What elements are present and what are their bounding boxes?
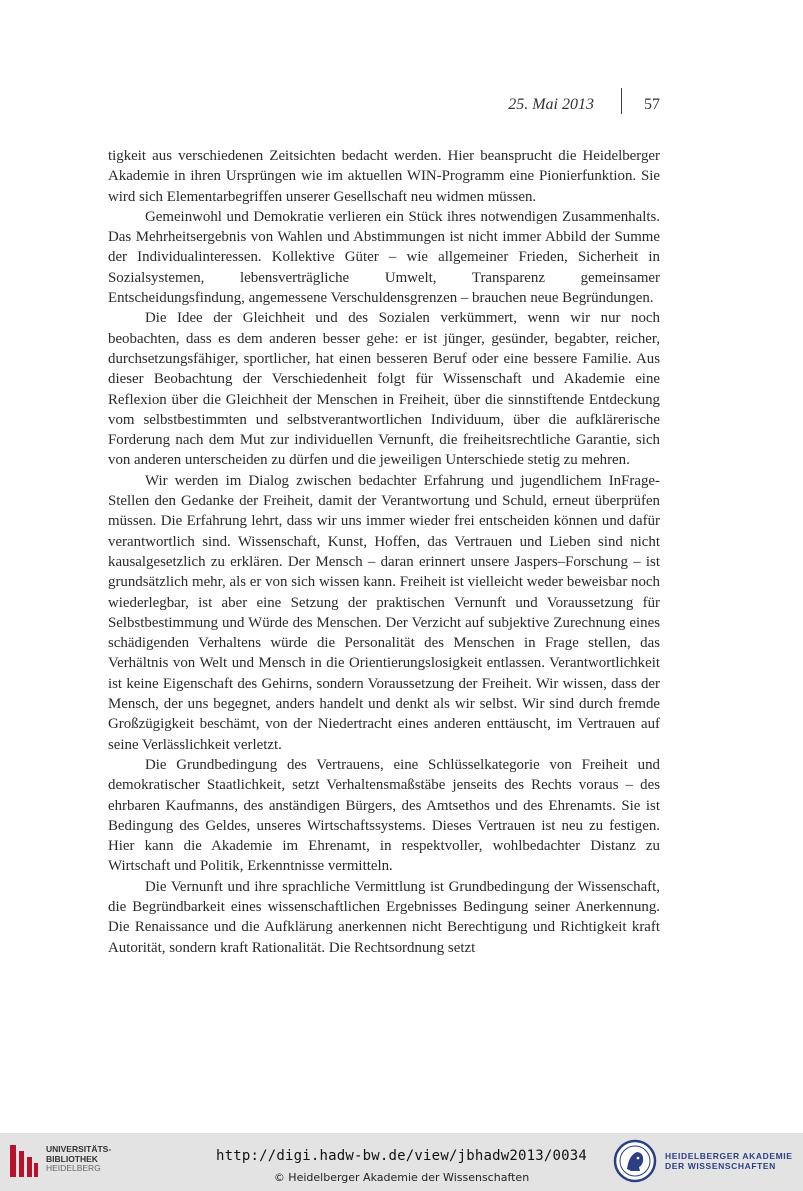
- ub-logo-line: UNIVERSITÄTS-: [46, 1144, 112, 1154]
- document-url-link[interactable]: http://digi.hadw-bw.de/view/jbhadw2013/0034: [215, 1148, 588, 1164]
- header-date: 25. Mai 2013: [508, 96, 594, 113]
- ub-logo-line: BIBLIOTHEK: [46, 1153, 98, 1164]
- academy-logo[interactable]: [613, 1137, 803, 1187]
- paragraph: tigkeit aus verschiedenen Zeitsichten bedacht werden. Hier beansprucht die Heidelberger Akademie in ihren Ursprüngen wie im aktuellen WIN-Programm eine Pionierfunktion. Sie wird sich Elementarbegriffen unserer Gesellschaft neu widmen müssen.: [108, 148, 660, 205]
- footer-bar: [0, 1133, 803, 1191]
- paragraph: Die Idee der Gleichheit und des Sozialen verkümmert, wenn wir nur noch beobachten, dass es dem anderen besser gehe: er ist jünger, gesünder, begabter, reicher, durchsetzungsfähiger, sportlicher, hat einen besseren Beruf oder eine bessere Familie. Aus dieser Beobachtung der Verschiedenheit folgt für Wissenschaft und Akademie eine Reflexion über die Gleichheit der Menschen in Freiheit, über die sinnstiftende Entdeckung vom selbstbestimmten und selbstverantwortlichen Individuum, über die aufklärerische Forderung nach dem Mut zur individuellen Vernunft, die freiheitsrechtliche Garantie, sich von anderen unterscheiden zu dürfen und die jeweiligen Unterschiede stetig zu mehren.: [108, 310, 660, 469]
- paragraph: Die Grundbedingung des Vertrauens, eine Schlüsselkategorie von Freiheit und demokratischer Staatlichkeit, setzt Verhaltensmaßstäbe jenseits des Rechts voraus – des ehrbaren Kaufmanns, des anständigen Bürgers, des Amtsethos und des Ehrenamts. Sie ist Bedingung des Geldes, unseres Wirtschaftssystems. Dieses Vertrauen ist neu zu festigen. Hier kann die Akademie im Ehrenamt, in respektvoller, wohlbedachter Distanz zu Wirtschaft und Politik, Erkenntnisse vermitteln.: [108, 756, 660, 875]
- paragraph: Gemeinwohl und Demokratie verlieren ein Stück ihres notwendigen Zusammenhalts. Das Mehrheitsergebnis von Wahlen und Abstimmungen ist nicht immer Abbild der Summe der Individualinteressen. Kollektive Güter – wie allgemeiner Frieden, Sicherheit in Sozialsystemen, lebensverträgliche Umwelt, Transparenz gemeinsamer Entscheidungsfindung, angemessene Verschuldensgrenzen – brauchen neue Begründungen.: [108, 208, 660, 307]
- academy-logo-line: DER WISSENSCHAFTEN: [665, 1161, 776, 1171]
- paragraph: Wir werden im Dialog zwischen bedachter Erfahrung und jugendlichem InFrage-Stellen den Gedanke der Freiheit, damit der Verantwortung und Schuld, erneut überprüfen müssen. Die Erfahrung lehrt, dass wir uns immer wieder frei entscheiden können und dafür verantwortlich sind. Wissenschaft, Kunst, Hoffen, das Vertrauen und Lieben sind nicht kausalgesetzlich zu erklären. Der Mensch – daran erinnert unsere Jaspers–Forschung – ist grundsätzlich mehr, als er von sich wissen kann. Freiheit ist vielleicht weder beweisbar noch wiederlegbar, ist aber eine Setzung der praktischen Vernunft und Voraussetzung für Selbstbestimmung und Würde des Menschen. Der Verzicht auf subjektive Zurechnung eines schädigenden Verhaltens würde die Personalität des Menschen in Frage stellen, das Verhältnis von Welt und Mensch in die Orientierungslosigkeit entlassen. Verantwortlichkeit ist keine Eigenschaft des Gehirns, sondern Voraussetzung der Freiheit. Wir wissen, dass der Mensch, der uns begegnet, anders handelt und denkt als wir selbst. Wir sind durch fremde Großzügigkeit beschämt, von der Niedertracht eines anderen enttäuscht, im Vertrauen auf seine Verlässlichkeit verletzt.: [108, 472, 660, 753]
- academy-name-text: [665, 1151, 793, 1171]
- page-number: 57: [644, 96, 660, 113]
- academy-logo-line: HEIDELBERGER AKADEMIE: [665, 1151, 793, 1161]
- paragraph: Die Vernunft und ihre sprachliche Vermittlung ist Grundbedingung der Wissenschaft, die Begründbarkeit eines wissenschaftlichen Ergebnisses Bedingung seiner Anerkennung. Die Renaissance und die Aufklärung anerkennen nicht Berechtigung und Richtigkeit kraft Autorität, sondern kraft Rationalität. Die Rechtsordnung setzt: [108, 878, 660, 956]
- copyright-notice: © Heidelberger Akademie der Wissenschaften: [273, 1171, 530, 1184]
- running-header: [108, 94, 660, 120]
- academy-seal-icon: [613, 1139, 657, 1183]
- body-text: [108, 146, 660, 958]
- header-separator: [621, 88, 622, 114]
- ub-logo-line: HEIDELBERG: [46, 1163, 101, 1173]
